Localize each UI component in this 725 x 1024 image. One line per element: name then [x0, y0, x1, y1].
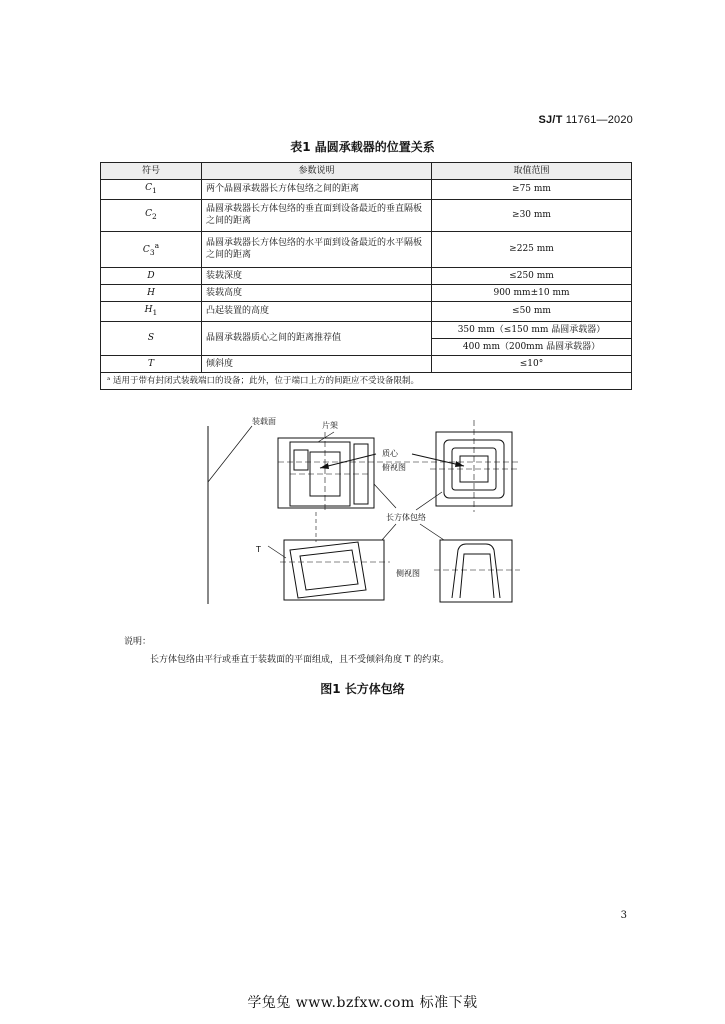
- symbol-cell: [101, 231, 202, 267]
- envelope-leader-tr: [416, 492, 442, 510]
- label-envelope: 长方体包络: [386, 513, 426, 522]
- value-cell: ≥225 mm: [432, 231, 632, 267]
- header-value: 取值范围: [432, 163, 632, 180]
- value-cell: 350 mm（≤150 mm 晶圆承载器）: [432, 321, 632, 338]
- symbol-cell: [101, 199, 202, 231]
- label-side-view: 侧视图: [396, 569, 420, 578]
- description-cell: 两个晶圆承载器长方体包络之间的距离: [202, 180, 432, 200]
- label-top-view: 俯视图: [382, 463, 406, 472]
- table-row: [101, 231, 632, 267]
- description-cell: 晶圆承载器长方体包络的水平面到设备最近的水平隔板之间的距离: [202, 231, 432, 267]
- label-load-face: 装载面: [252, 417, 276, 426]
- position-table: [100, 162, 632, 390]
- symbol-subscript: 1: [152, 185, 157, 195]
- symbol-cell: [101, 321, 202, 355]
- symbol-subscript: 1: [152, 307, 158, 317]
- table-row: [101, 355, 632, 372]
- symbol-subscript: 3: [149, 247, 155, 257]
- symbol-cell: [101, 180, 202, 200]
- tilted-carrier: [290, 542, 366, 598]
- symbol-subscript: 2: [152, 211, 157, 221]
- symbol-text: H: [147, 287, 155, 298]
- symbol-cell: [101, 267, 202, 284]
- header-symbol: 符号: [101, 163, 202, 180]
- watermark-text: 学兔兔 www.bzfxw.com 标准下载: [247, 995, 478, 1011]
- standard-code: [538, 114, 633, 126]
- label-tilt: T: [256, 545, 261, 554]
- table-row: [101, 199, 632, 231]
- table-row: [101, 321, 632, 338]
- table-row: [101, 180, 632, 200]
- page-number: 3: [620, 910, 627, 921]
- table-header-row: [101, 163, 632, 180]
- description-cell: 晶圆承载器质心之间的距离推荐值: [202, 321, 432, 355]
- table-row: [101, 267, 632, 284]
- value-cell: ≥30 mm: [432, 199, 632, 231]
- notes-label: 说明：: [124, 637, 152, 647]
- description-cell: 装载深度: [202, 267, 432, 284]
- label-rack: 片架: [322, 421, 338, 430]
- description-cell: 凸起装置的高度: [202, 301, 432, 321]
- envelope-leader-tl: [374, 484, 396, 508]
- symbol-text: C: [145, 208, 153, 219]
- value-cell: ≤250 mm: [432, 267, 632, 284]
- symbol-text: D: [147, 270, 155, 281]
- symbol-text: T: [147, 358, 154, 369]
- rack-leader: [318, 432, 334, 442]
- symbol-cell: [101, 355, 202, 372]
- symbol-text: H: [144, 304, 153, 315]
- side-view-right: [434, 540, 520, 602]
- symbol-text: C: [145, 183, 153, 193]
- load-face-leader: [208, 426, 252, 482]
- table-footnote-row: [101, 372, 632, 389]
- side-view-tilted: [268, 512, 390, 600]
- description-cell: 装载高度: [202, 284, 432, 301]
- symbol-text: C: [142, 244, 150, 255]
- label-centroid: 质心: [382, 449, 398, 458]
- figure-title: 图1 长方体包络: [320, 682, 405, 696]
- value-cell: ≤50 mm: [432, 301, 632, 321]
- tilt-leader: [268, 546, 286, 558]
- table-footnote: ᵃ 适用于带有封闭式装载端口的设备；此外，位于端口上方的间距应不受设备限制。: [101, 372, 632, 389]
- value-cell: ≤10°: [432, 355, 632, 372]
- value-cell: ≥75 mm: [432, 180, 632, 200]
- envelope-leader-bl: [382, 524, 396, 540]
- symbol-superscript: a: [154, 240, 160, 250]
- symbol-cell: [101, 301, 202, 321]
- description-cell: 晶圆承载器长方体包络的垂直面到设备最近的垂直隔板之间的距离: [202, 199, 432, 231]
- top-view-carrier: [278, 432, 374, 512]
- table-row: [101, 284, 632, 301]
- symbol-text: S: [147, 333, 155, 344]
- symbol-cell: [101, 284, 202, 301]
- side-view-box: [440, 540, 512, 602]
- table-title: 表1 晶圆承载器的位置关系: [290, 140, 435, 154]
- notes-text: 长方体包络由平行或垂直于装载面的平面组成，且不受倾斜角度 T 的约束。: [150, 655, 450, 665]
- value-cell: 400 mm（200mm 晶圆承载器）: [432, 338, 632, 355]
- envelope-figure: [190, 412, 530, 608]
- standard-code-prefix: SJ/T: [538, 114, 563, 126]
- top-view-envelope: [278, 438, 374, 508]
- header-description: 参数说明: [202, 163, 432, 180]
- description-cell: 倾斜度: [202, 355, 432, 372]
- value-cell: 900 mm±10 mm: [432, 284, 632, 301]
- standard-code-year: 11761—2020: [565, 114, 633, 126]
- envelope-leader-br: [420, 524, 444, 540]
- top-view-envelope-right: [430, 420, 520, 512]
- table-row: [101, 301, 632, 321]
